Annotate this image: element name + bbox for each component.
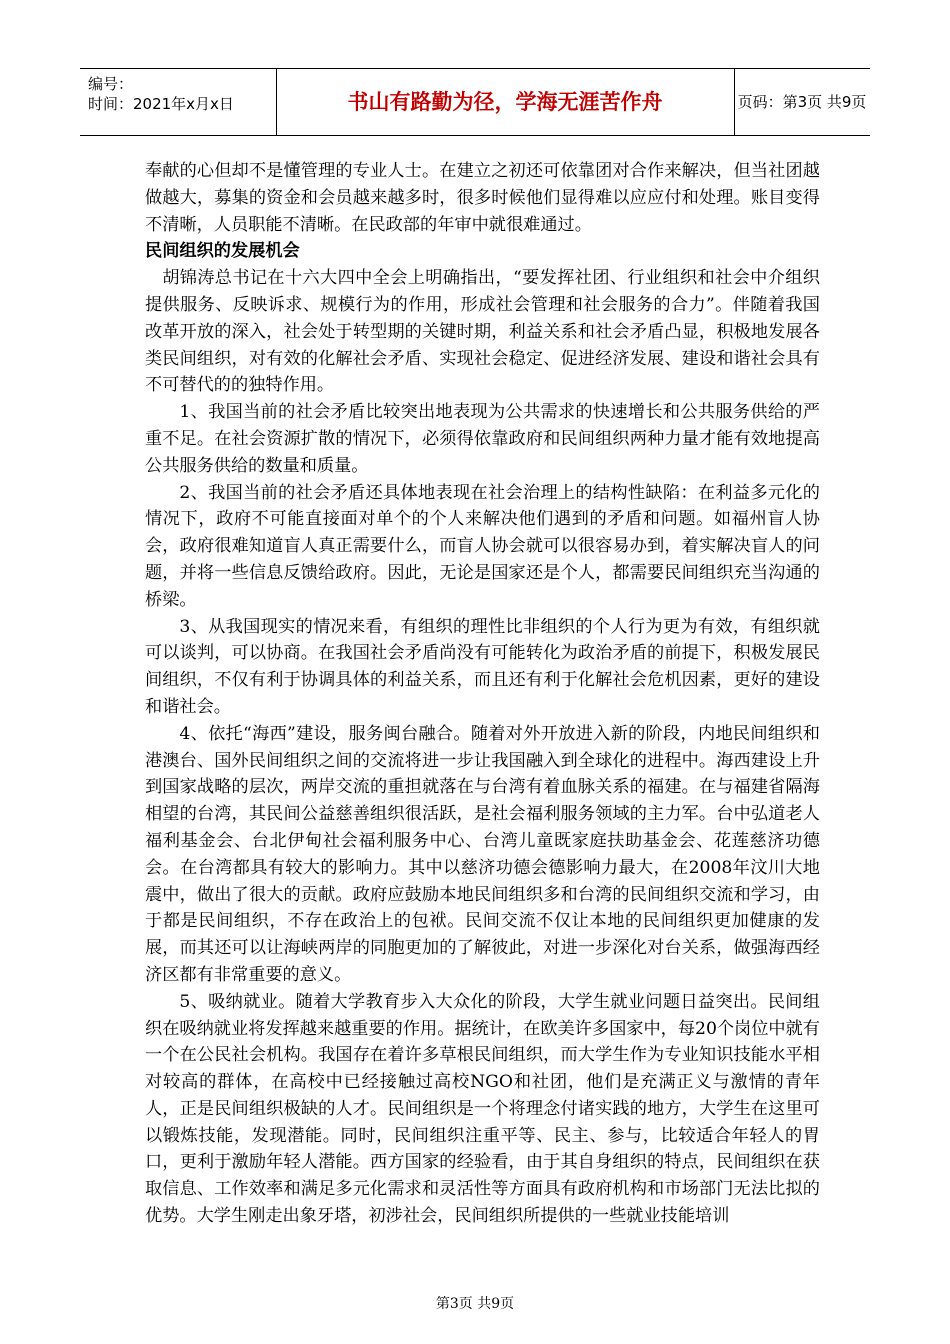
document-body: [145, 158, 820, 1230]
list-item-1: 1、我国当前的社会矛盾比较突出地表现为公共需求的快速增长和公共服务供给的严重不足。在社会资源扩散的情况下，必须得依靠政府和民间组织两种力量才能有效地提高公共服务供给的数量和质量。: [145, 402, 820, 476]
list-item-3: 3、从我国现实的情况来看，有组织的理性比非组织的个人行为更为有效，有组织就可以谈判，可以协商。在我国社会矛盾尚没有可能转化为政治矛盾的前提下，积极发展民间组织，不仅有利于协调具体的利益关系，而且还有利于化解社会危机因素，更好的建设和谐社会。: [145, 616, 820, 717]
paragraph: 胡锦涛总书记在十六大四中全会上明确指出，“要发挥社团、行业组织和社会中介组织提供服务、反映诉求、规模行为的作用，形成社会管理和社会服务的合力”。伴随着我国改革开放的深入，社会处于转型期的关键时期，利益关系和社会矛盾凸显，积极地发展各类民间组织，对有效的化解社会矛盾、实现社会稳定、促进经济发展、建设和谐社会具有不可替代的的独特作用。: [145, 268, 820, 396]
section-heading: 民间组织的发展机会: [145, 241, 300, 262]
number-label: 编号：: [88, 75, 134, 93]
list-item-2: 2、我国当前的社会矛盾还具体地表现在社会治理上的结构性缺陷：在利益多元化的情况下，政府不可能直接面对单个的个人来解决他们遇到的矛盾和问题。如福州盲人协会，政府很难知道盲人真正需要什么，而盲人协会就可以很容易办到，着实解决盲人的问题，并将一些信息反馈给政府。因此，无论是国家还是个人，都需要民间组织充当沟通的桥梁。: [145, 482, 820, 610]
date-label: 时间：2021年x月x日: [88, 95, 234, 113]
header-page-info: 页码：第3页 共9页: [737, 93, 867, 111]
header-meta: [80, 69, 276, 135]
list-item-4: 4、依托“海西”建设，服务闽台融合。随着对外开放进入新的阶段，内地民间组织和港澳台、国外民间组织之间的交流将进一步让我国融入到全球化的进程中。海西建设上升到国家战略的层次，两岸交流的重担就落在与台湾有着血脉关系的福建。在与福建省隔海相望的台湾，其民间公益慈善组织很活跃，是社会福利服务领域的主力军。台中弘道老人福利基金会、台北伊甸社会福利服务中心、台湾儿童既家庭扶助基金会、花莲慈济功德会。在台湾都具有较大的影响力。其中以慈济功德会德影响力最大，在2008年汶川大地震中，做出了很大的贡献。政府应鼓励本地民间组织多和台湾的民间组织交流和学习，由于都是民间组织，不存在政治上的包袱。民间交流不仅让本地的民间组织更加健康的发展，而其还可以让海峡两岸的同胞更加的了解彼此，对进一步深化对台关系，做强海西经济区都有非常重要的意义。: [145, 723, 820, 985]
header-motto: 书山有路勤为径，学海无涯苦作舟: [347, 90, 663, 114]
page-header: [80, 68, 870, 136]
page-footer: 第3页 共9页: [435, 1296, 515, 1312]
paragraph-continuation: 奉献的心但却不是懂管理的专业人士。在建立之初还可依靠团对合作来解决，但当社团越做越大，募集的资金和会员越来越多时，很多时候他们显得难以应应付和处理。账目变得不清晰，人员职能不清晰。在民政部的年审中就很难通过。: [145, 161, 820, 235]
list-item-5: 5、吸纳就业。随着大学教育步入大众化的阶段，大学生就业问题日益突出。民间组织在吸纳就业将发挥越来越重要的作用。据统计，在欧美许多国家中，每20个岗位中就有一个在公民社会机构。我国存在着许多草根民间组织，而大学生作为专业知识技能水平相对较高的群体，在高校中已经接触过高校NGO和社团，他们是充满正义与激情的青年人，正是民间组织极缺的人才。民间组织是一个将理念付诸实践的地方，大学生在这里可以锻炼技能，发现潜能。同时，民间组织注重平等、民主、参与，比较适合年轻人的胃口，更利于激励年轻人潜能。西方国家的经验看，由于其自身组织的特点，民间组织在获取信息、工作效率和满足多元化需求和灵活性等方面具有政府机构和市场部门无法比拟的优势。大学生刚走出象牙塔，初涉社会，民间组织所提供的一些就业技能培训: [145, 991, 820, 1227]
